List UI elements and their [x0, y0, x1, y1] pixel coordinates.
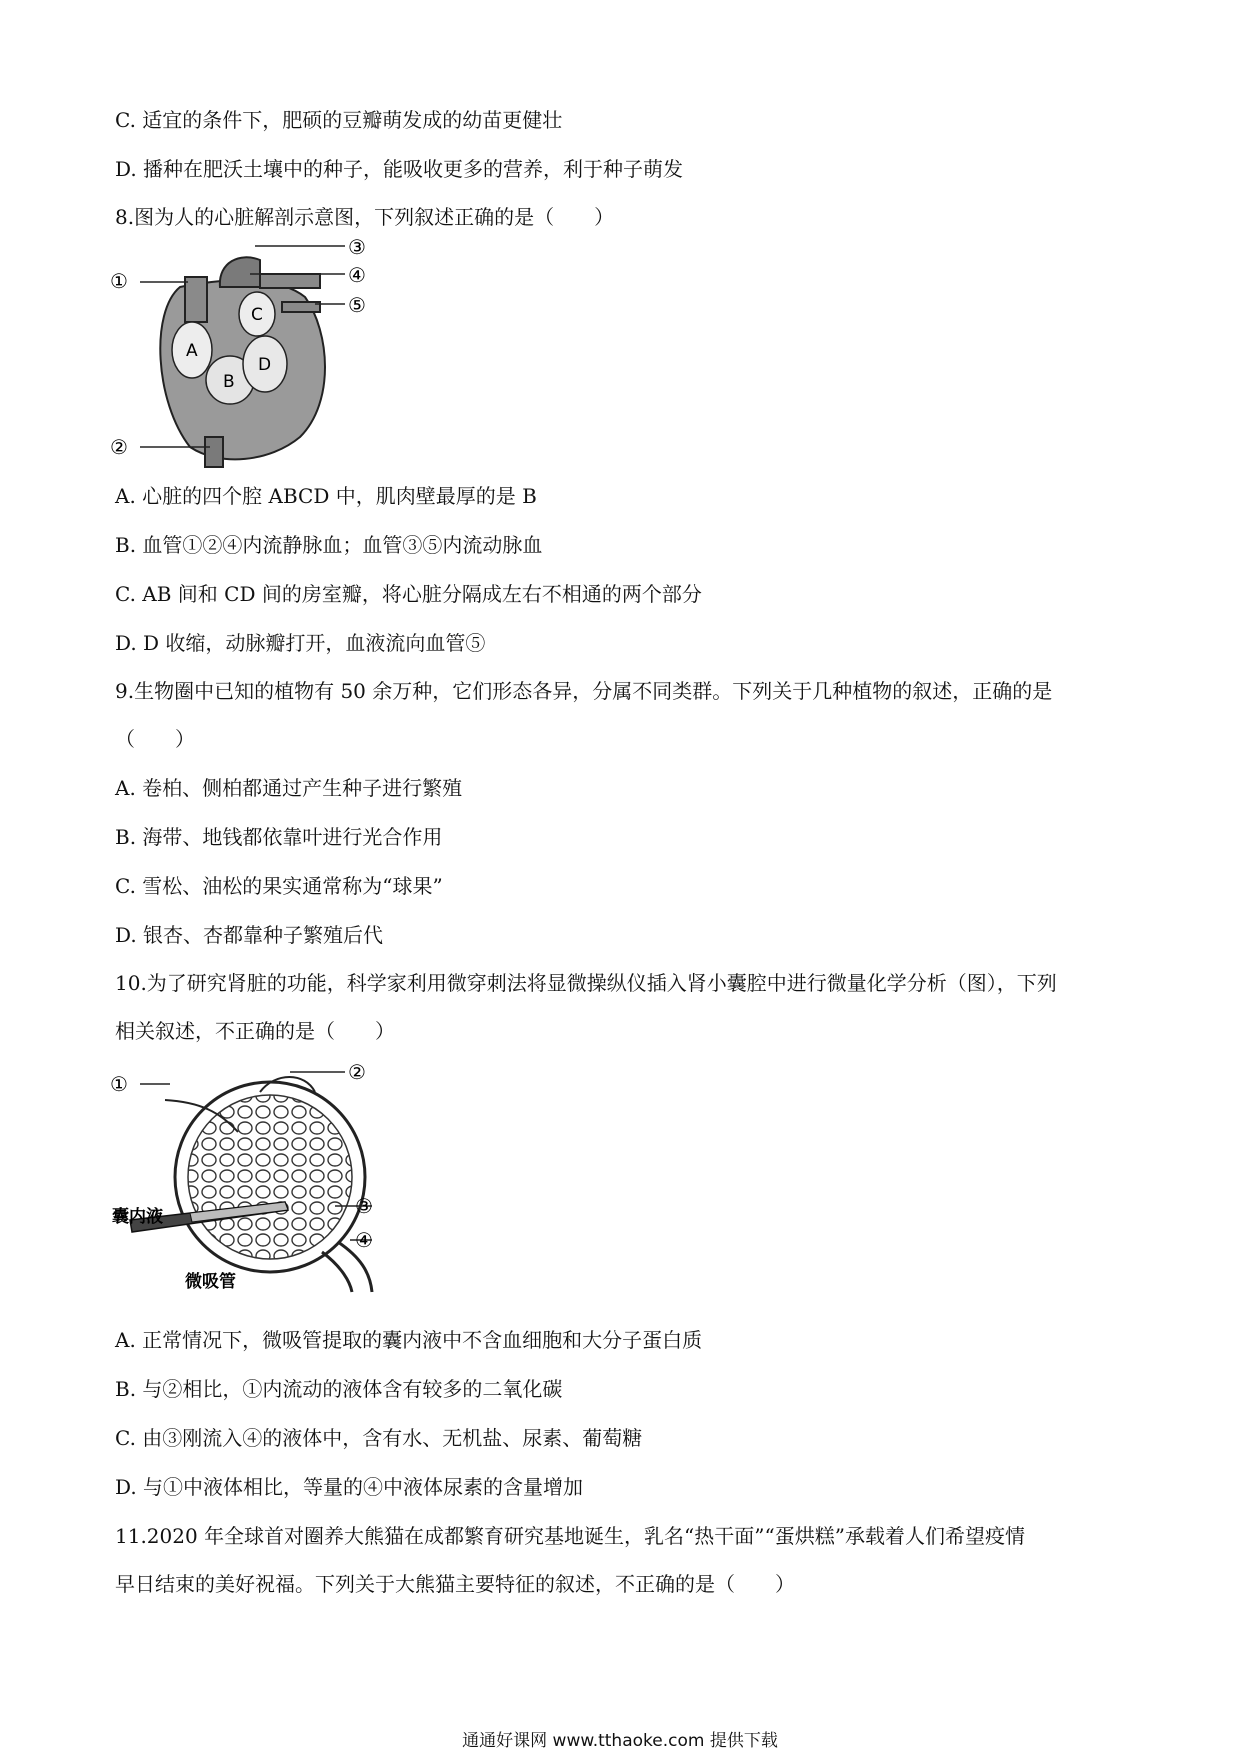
label-micro-pipette: 微吸管: [185, 1272, 236, 1292]
nephron-marker-2: ②: [348, 1060, 366, 1084]
q8-stem: 8.图为人的心脏解剖示意图，下列叙述正确的是（ ）: [115, 205, 615, 229]
q8-option-d: D. D 收缩，动脉瓣打开，血液流向血管⑤: [115, 631, 486, 655]
heart-diagram: [110, 235, 380, 467]
label-capsular-fluid: 囊内液: [112, 1207, 163, 1227]
q9-stem-line1: 9.生物圈中已知的植物有 50 余万种，它们形态各异，分属不同类群。下列关于几种植物的叙述，正确的是: [115, 679, 1053, 703]
footer-source: 通通好课网 www.tthaoke.com 提供下载: [462, 1731, 778, 1751]
q9-option-c: C. 雪松、油松的果实通常称为“球果”: [115, 874, 443, 898]
q10-option-b: B. 与②相比，①内流动的液体含有较多的二氧化碳: [115, 1377, 563, 1401]
heart-marker-5: ⑤: [348, 293, 366, 317]
q11-stem-line1: 11.2020 年全球首对圈养大熊猫在成都繁育研究基地诞生，乳名“热干面”“蛋烘糕”承载着人们希望疫情: [115, 1524, 1025, 1548]
q10-option-a: A. 正常情况下，微吸管提取的囊内液中不含血细胞和大分子蛋白质: [115, 1328, 703, 1352]
q8-option-b: B. 血管①②④内流静脉血；血管③⑤内流动脉血: [115, 533, 543, 557]
q8-option-c: C. AB 间和 CD 间的房室瓣，将心脏分隔成左右不相通的两个部分: [115, 582, 702, 606]
aorta-vessel: [220, 257, 260, 287]
q10-option-c: C. 由③刚流入④的液体中，含有水、无机盐、尿素、葡萄糖: [115, 1426, 643, 1450]
q10-option-d: D. 与①中液体相比，等量的④中液体尿素的含量增加: [115, 1475, 584, 1499]
glomerulus: [188, 1095, 352, 1259]
superior-vena-cava: [185, 277, 207, 322]
q10-stem-line2: 相关叙述，不正确的是（ ）: [115, 1019, 395, 1043]
q7-option-c: C. 适宜的条件下，肥硕的豆瓣萌发成的幼苗更健壮: [115, 108, 563, 132]
inferior-vena-cava: [205, 437, 223, 467]
heart-marker-1: ①: [110, 269, 128, 293]
nephron-marker-4: ④: [355, 1228, 373, 1252]
q9-option-b: B. 海带、地钱都依靠叶进行光合作用: [115, 825, 443, 849]
heart-marker-3: ③: [348, 235, 366, 259]
chamber-label-a: A: [186, 341, 198, 361]
q8-option-a: A. 心脏的四个腔 ABCD 中，肌肉壁最厚的是 B: [115, 484, 537, 508]
q10-stem-line1: 10.为了研究肾脏的功能，科学家利用微穿刺法将显微操纵仪插入肾小囊腔中进行微量化学分析（图），下列: [115, 971, 1057, 995]
q11-stem-line2: 早日结束的美好祝福。下列关于大熊猫主要特征的叙述，不正确的是（ ）: [115, 1572, 795, 1596]
pulmonary-vein: [282, 302, 320, 312]
nephron-marker-1: ①: [110, 1072, 128, 1096]
chamber-label-b: B: [223, 372, 235, 392]
nephron-diagram: [110, 1060, 380, 1292]
heart-marker-2: ②: [110, 435, 128, 459]
renal-tubule-wall-inner: [322, 1252, 352, 1292]
heart-marker-4: ④: [348, 263, 366, 287]
q7-option-d: D. 播种在肥沃土壤中的种子，能吸收更多的营养，利于种子萌发: [115, 157, 684, 181]
chamber-label-d: D: [258, 355, 272, 375]
chamber-label-c: C: [251, 305, 263, 325]
q9-stem-line2: （ ）: [115, 727, 195, 751]
nephron-marker-3: ③: [355, 1194, 373, 1218]
q9-option-d: D. 银杏、杏都靠种子繁殖后代: [115, 923, 384, 947]
q9-option-a: A. 卷柏、侧柏都通过产生种子进行繁殖: [115, 776, 463, 800]
pulmonary-artery: [260, 274, 320, 288]
